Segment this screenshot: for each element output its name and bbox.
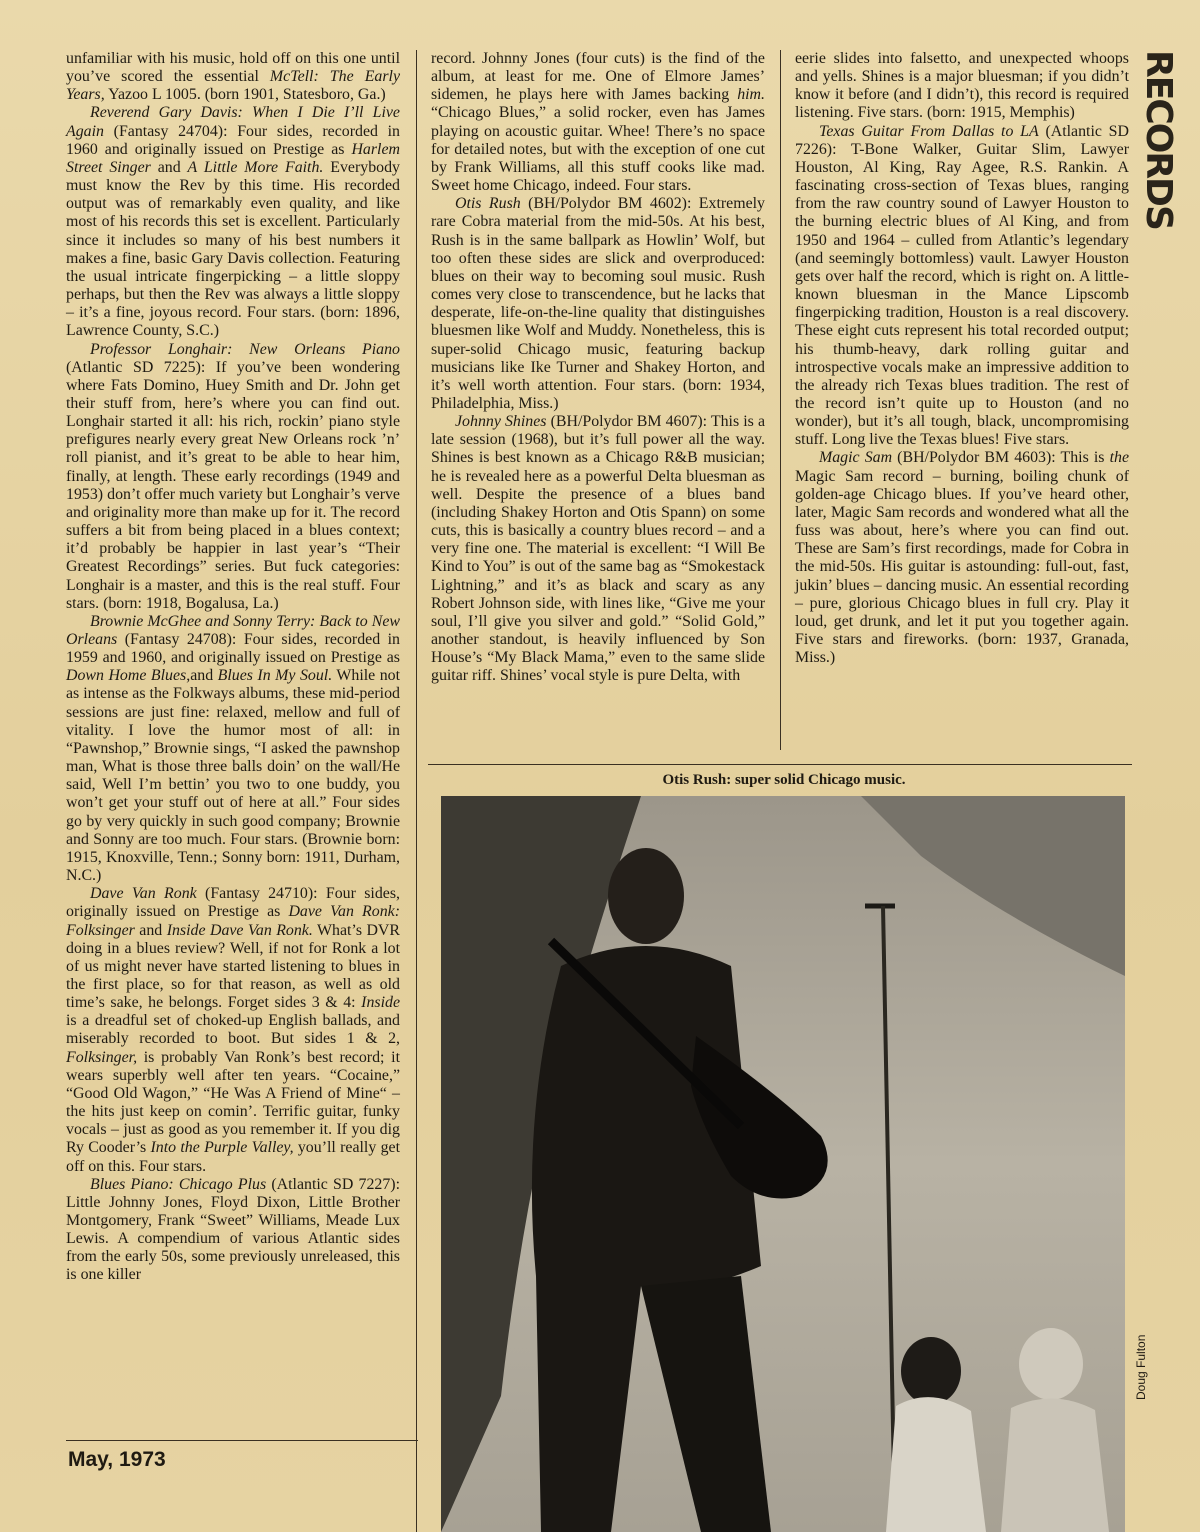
photo-otis-rush xyxy=(441,796,1125,1532)
review-text: (BH/Polydor BM 4602): Extremely rare Cobra material from the mid-50s. At his best, Rush is in the same ballpark as Howlin’ Wolf, but too often these sides are slick and overproduced: blues on their way to becoming soul music. Rush comes very close to transcendence, but he lacks that desperate, life-on-the-line quality that distinguishes bluesmen like Wolf and Muddy. Nonetheless, this is super-solid Chicago music, featuring backup musicians like Ike Turner and Shakey Horton, and it’s well worth attention. Four stars. (born: 1934, Philadelphia, Miss.) xyxy=(431,195,765,412)
album-title-text: Down Home Blues xyxy=(66,667,187,685)
review-paragraph xyxy=(431,413,765,685)
album-title-text: Into the Purple Valley, xyxy=(150,1139,294,1157)
photo-caption: Otis Rush: super solid Chicago music. xyxy=(662,772,906,788)
review-paragraph xyxy=(431,195,765,413)
album-title-text: Otis Rush xyxy=(455,195,521,213)
review-paragraph xyxy=(795,449,1129,667)
album-title-text: A Little More Faith. xyxy=(187,158,324,176)
album-title-text: Magic Sam xyxy=(819,449,893,467)
review-paragraph xyxy=(795,50,1129,123)
album-title-text: the xyxy=(1109,449,1129,467)
album-title-text: Harlem Street Singer xyxy=(66,140,400,176)
review-paragraph xyxy=(66,613,400,885)
column-divider-right xyxy=(780,50,781,750)
photo-illustration xyxy=(441,796,1125,1532)
review-text: What’s DVR doing in a blues review? Well, if not for Ronk a lot of us might never have started listening to blues in the first place, so for that reason, as well as old time’s sake, he belongs. Forget sides 3 & 4: xyxy=(66,921,400,1012)
review-paragraph xyxy=(66,885,400,1176)
album-title-text: Reverend Gary Davis: When I Die I’ll Live Again xyxy=(66,104,400,140)
review-paragraph xyxy=(66,341,400,613)
review-text: eerie slides into falsetto, and unexpected whoops and yells. Shines is a major bluesman; if you didn’t know it before (and I didn’t), this record is required listening. Five stars. (born: 1915, Memphis) xyxy=(795,50,1129,122)
review-text: Everybody must know the Rev by this time. His recorded output was of remarkably even quality, and like most of his records this set is excellent. Particularly since it includes so many of his best numbers it makes a fine, basic Gary Davis collection. Featuring the usual intricate fingerpicking – a little sloppy perhaps, but then the Rev was always a little sloppy – it’s a fine, joyous record. Four stars. (born: 1896, Lawrence County, S.C.) xyxy=(66,158,400,340)
review-text: is a dreadful set of choked-up English ballads, and miserably recorded to boot. But sides 1 & 2, xyxy=(66,1012,400,1048)
review-paragraph xyxy=(431,50,765,195)
album-title-text: Texas Guitar From Dallas to LA xyxy=(819,122,1039,140)
photo-credit: Doug Fulton xyxy=(1134,1334,1148,1400)
review-paragraph xyxy=(66,50,400,104)
album-title-text: Blues In My Soul. xyxy=(217,667,333,685)
review-text: ,and xyxy=(186,667,218,685)
column-right xyxy=(795,50,1129,667)
review-text: and xyxy=(134,921,167,939)
album-title-text: Dave Van Ronk: Folksinger xyxy=(66,903,401,939)
review-text: (Fantasy 24704): Four sides, recorded in 1960 and originally issued on Prestige as xyxy=(66,122,400,158)
review-text: you’ll really get off on this. Four stars. xyxy=(66,1139,400,1175)
column-divider-left xyxy=(416,50,417,1532)
album-title-text: Inside Dave Van Ronk. xyxy=(166,921,313,939)
album-title-text: Blues Piano: Chicago Plus xyxy=(90,1175,267,1193)
review-text: “Chicago Blues,” a solid rocker, even has James playing on acoustic guitar. Whee! There’s no space for detailed notes, but with the exception of one cut by Frank Williams, all this stuff cooks like mad. Sweet home Chicago, indeed. Four stars. xyxy=(431,104,765,195)
review-text: Magic Sam record – burning, boiling chunk of golden-age Chicago blues. If you’ve heard other, later, Magic Sam records and wondered what all the fuss was about, here’s where you can find out. These are Sam’s first recordings, made for Cobra in the mid-50s. His guitar is astounding: full-out, fast, jukin’ blues – dancing music. An essential recording – pure, glorious Chicago blues in full cry. Play it loud, get drunk, and let it put you together again. Five stars and fireworks. (born: 1937, Granada, Miss.) xyxy=(795,467,1129,667)
review-text: and xyxy=(150,158,188,176)
review-text: (Atlantic SD 7225): If you’ve been wondering where Fats Domino, Huey Smith and Dr. John get their stuff from, here’s where you can find out. Longhair started it all: his rich, rockin’ piano style prefigures nearly every great New Orleans rock ’n’ roll pianist, and it’s great to be able to hear him, finally, at length. These early recordings (1949 and 1953) don’t offer much variety but Longhair’s verve and originality more than make up for it. The record suffers a bit from being placed in a blues context; it’d probably be happier in last year’s “Their Greatest Recordings” series. But fuck categories: Longhair is a master, and this is the real stuff. Four stars. (born: 1918, Bogalusa, La.) xyxy=(66,358,400,612)
review-paragraph xyxy=(66,1176,400,1285)
album-title-text: Inside xyxy=(361,994,400,1012)
section-title: RECORDS xyxy=(1138,50,1179,229)
review-text: is probably Van Ronk’s best record; it wears superbly well after ten years. “Cocaine,” “Good Old Wagon,” “He Was A Friend of Mine“ – the hits just keep on comin’. Terrific guitar, funky vocals – just as good as you remember it. If you dig Ry Cooder’s xyxy=(66,1048,400,1157)
review-paragraph xyxy=(66,104,400,340)
footer-rule xyxy=(66,1440,418,1441)
album-title-text: McTell: The Early Years, xyxy=(66,68,400,104)
review-text: (BH/Polydor BM 4603): This is xyxy=(892,449,1110,467)
album-title-text: Brownie McGhee and Sonny Terry: Back to New Orleans xyxy=(66,612,400,648)
review-text: While not as intense as the Folkways albums, these mid-period sessions are just fine: relaxed, mellow and full of vitality. I love the humor most of all: in “Pawnshop,” Brownie sings, “I asked the pawnshop man, What is those three balls doin’ on the wall/He said, Well I’m bettin’ you two to one buddy, you won’t get your stuff out of here at all.” Four sides go by very quickly in such good company; Brownie and Sonny are too much. Four stars. (Brownie born: 1915, Knoxville, Tenn.; Sonny born: 1911, Durham, N.C.) xyxy=(66,667,401,885)
issue-date: May, 1973 xyxy=(68,1448,166,1471)
column-left xyxy=(66,50,400,1285)
album-title-text: him. xyxy=(737,86,765,104)
review-text: (BH/Polydor BM 4607): This is a late session (1968), but it’s full power all the way. Shines is best known as a Chicago R&B musician; he is revealed here as a powerful Delta bluesman as well. Despite the presence of a blues band (including Shakey Horton and Otis Spann) on some cuts, this is basically a country blues record – and a very fine one. The material is excellent: “I Will Be Kind to You” is out of the same bag as “Smokestack Lightning,” and it’s as black and scary as any Robert Johnson side, with lines like, “Give me your soul, I’ll give you silver and gold.” “Solid Gold,” another standout, is heavily influenced by Son House’s “My Black Mama,” even to the same slide guitar riff. Shines’ vocal style is pure Delta, with xyxy=(431,413,765,685)
album-title-text: Folksinger, xyxy=(66,1048,138,1066)
album-title-text: Professor Longhair: New Orleans Piano xyxy=(90,340,400,358)
review-text: (Atlantic SD 7226): T-Bone Walker, Guitar Slim, Lawyer Houston, Al King, Ray Agee, R.S. Rankin. A fascinating cross-section of Texas blues, ranging from the raw country sound of Lawyer Houston to the burning electric blues of Al King, and from 1950 and 1964 – culled from Atlantic’s legendary (and seemingly bottomless) vault. Lawyer Houston gets over half the record, which is right on. A little-known bluesman in the Mance Lipscomb fingerpicking tradition, Houston is a real discovery. These eight cuts represent his total recorded output; his thumb-heavy, dark rolling guitar and introspective vocals make an impressive addition to the already rich Texas blues tradition. The rest of the record isn’t quite up to Houston (and no wonder), but it’s all tough, black, uncompromising stuff. Long live the Texas blues! Five stars. xyxy=(795,122,1129,449)
review-text: (Fantasy 24708): Four sides, recorded in 1959 and 1960, and originally issued on Prestige as xyxy=(66,631,400,667)
section-divider xyxy=(428,764,1132,765)
column-middle xyxy=(431,50,765,685)
album-title-text: Johnny Shines xyxy=(455,413,547,431)
album-title-text: Dave Van Ronk xyxy=(90,885,197,903)
review-text: (Fantasy 24710): Four sides, originally issued on Prestige as xyxy=(66,885,400,921)
review-text: unfamiliar with his music, hold off on this one until you’ve scored the essential xyxy=(66,50,400,86)
review-text: record. Johnny Jones (four cuts) is the find of the album, at least for me. One of Elmore James’ sidemen, he plays here with James backing xyxy=(431,50,765,104)
review-paragraph xyxy=(795,123,1129,450)
review-text: Yazoo L 1005. (born 1901, Statesboro, Ga.) xyxy=(104,86,386,104)
review-text: (Atlantic SD 7227): Little Johnny Jones, Floyd Dixon, Little Brother Montgomery, Frank “Sweet” Williams, Meade Lux Lewis. A compendium of various Atlantic sides from the early 50s, some previously unreleased, this is one killer xyxy=(66,1175,400,1284)
